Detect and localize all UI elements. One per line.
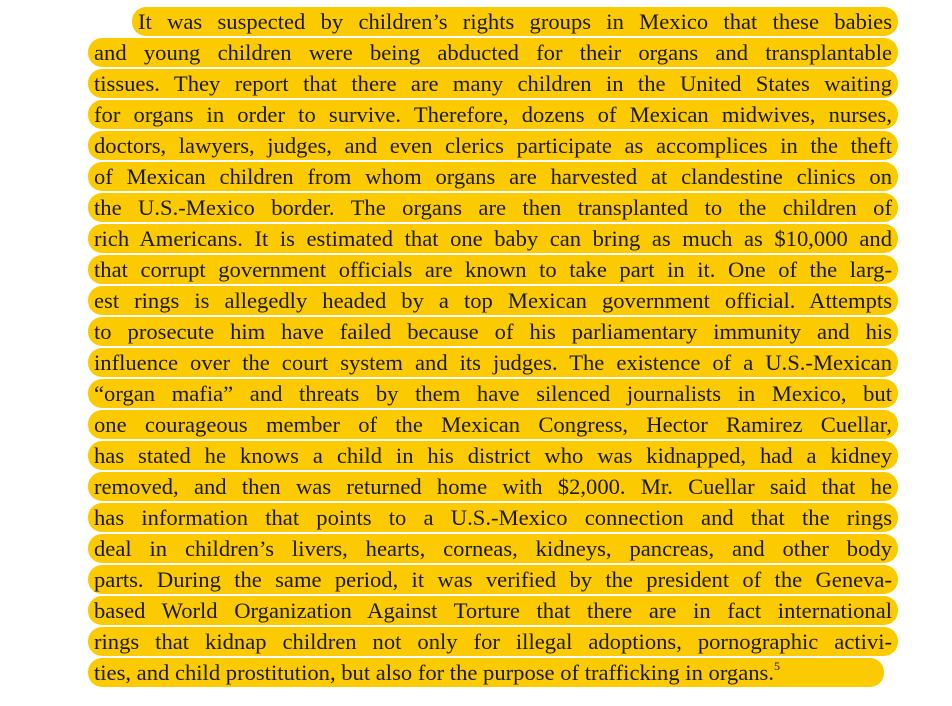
paragraph-line: removed, and then was returned home with $2,000. Mr. Cuellar said that he xyxy=(88,472,898,501)
paragraph-line: parts. During the same period, it was verified by the president of the Geneva- xyxy=(88,565,898,594)
paragraph-line: to prosecute him have failed because of his parliamentary immunity and his xyxy=(88,317,898,346)
paragraph-line: one courageous member of the Mexican Congress, Hector Ramirez Cuellar, xyxy=(88,410,898,439)
paragraph-line-last: ties, and child prostitution, but also for the purpose of trafficking in organs.$^5$ xyxy=(88,658,884,687)
paragraph-line: has stated he knows a child in his district who was kidnapped, had a kidney xyxy=(88,441,898,470)
paragraph-line: “organ mafia” and threats by them have silenced journalists in Mexico, but xyxy=(88,379,898,408)
footnote-reference: 5 xyxy=(774,659,780,673)
cut-off-previous-line xyxy=(110,0,830,6)
paragraph-line: influence over the court system and its judges. The existence of a U.S.-Mexican xyxy=(88,348,898,377)
paragraph-line: and young children were being abducted for their organs and transplantable xyxy=(88,38,898,67)
paragraph-line: est rings is allegedly headed by a top Mexican government official. Attempts xyxy=(88,286,898,315)
paragraph-line: that corrupt government officials are known to take part in it. One of the larg- xyxy=(88,255,898,284)
paragraph-line: has information that points to a U.S.-Mexico connection and that the rings xyxy=(88,503,898,532)
paragraph-line: rings that kidnap children not only for illegal adoptions, pornographic activi- xyxy=(88,627,898,656)
paragraph-line: tissues. They report that there are many children in the United States waiting xyxy=(88,69,898,98)
paragraph-line: doctors, lawyers, judges, and even clerics participate as accomplices in the theft xyxy=(88,131,898,160)
paragraph-line: based World Organization Against Torture that there are in fact international xyxy=(88,596,898,625)
paragraph-line: the U.S.-Mexico border. The organs are then transplanted to the children of xyxy=(88,193,898,222)
paragraph-line: rich Americans. It is estimated that one baby can bring as much as $10,000 and xyxy=(88,224,898,253)
paragraph-line: deal in children’s livers, hearts, corneas, kidneys, pancreas, and other body xyxy=(88,534,898,563)
paragraph-line: for organs in order to survive. Therefore, dozens of Mexican midwives, nurses, xyxy=(88,100,898,129)
paragraph-line: It was suspected by children’s rights groups in Mexico that these babies xyxy=(132,7,898,36)
paragraph-line: of Mexican children from whom organs are harvested at clandestine clinics on xyxy=(88,162,898,191)
